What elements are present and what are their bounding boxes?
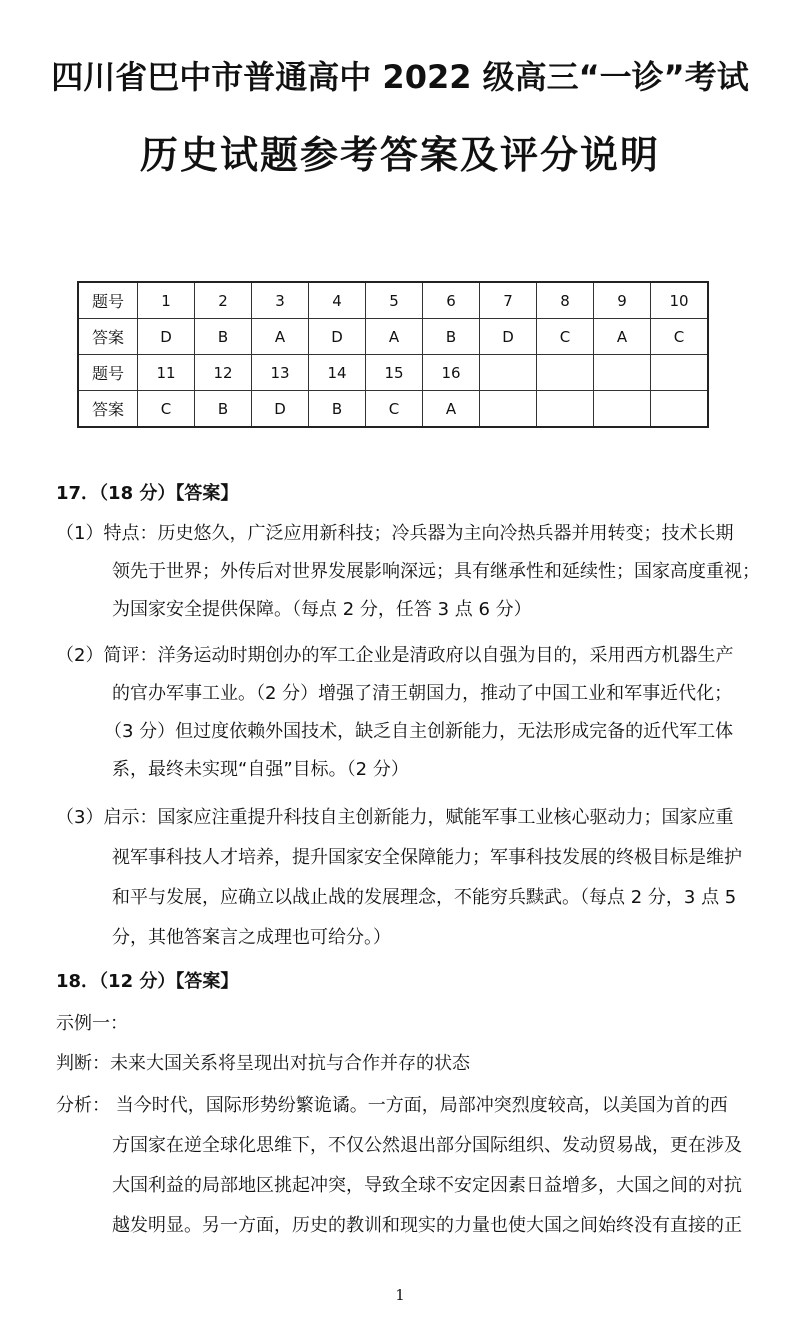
answer-line: 视军事科技人才培养，提升国家安全保障能力；军事科技发展的终极目标是维护 xyxy=(112,847,742,868)
question-number: 11 xyxy=(138,355,195,391)
answer-cell: A xyxy=(252,319,309,355)
analysis-line: 越发明显。另一方面，历史的教训和现实的力量也使大国之间始终没有直接的正 xyxy=(112,1215,742,1236)
question-number: 4 xyxy=(309,282,366,319)
answer-line: （3）启示：国家应注重提升科技自主创新能力，赋能军事工业核心驱动力；国家应重 xyxy=(56,807,734,828)
row-label: 答案 xyxy=(78,319,138,355)
question-number: 9 xyxy=(594,282,651,319)
question-number: 2 xyxy=(195,282,252,319)
answer-line: （1）特点：历史悠久，广泛应用新科技；冷兵器为主向冷热兵器并用转变；技术长期 xyxy=(56,523,734,544)
answer-cell: D xyxy=(138,319,195,355)
example-label: 示例一： xyxy=(56,1013,128,1034)
question-number: 8 xyxy=(537,282,594,319)
analysis-line: 方国家在逆全球化思维下，不仅公然退出部分国际组织、发动贸易战，更在涉及 xyxy=(112,1135,742,1156)
answer-cell: B xyxy=(423,319,480,355)
empty-cell xyxy=(651,391,709,428)
row-label: 答案 xyxy=(78,391,138,428)
question-number: 6 xyxy=(423,282,480,319)
answer-cell: D xyxy=(309,319,366,355)
answer-line: 和平与发展，应确立以战止战的发展理念，不能穷兵黩武。（每点 2 分，3 点 5 xyxy=(112,887,737,908)
question-number: 10 xyxy=(651,282,709,319)
empty-cell xyxy=(537,355,594,391)
answer-cell: A xyxy=(366,319,423,355)
answer-line: 系，最终未实现“自强”目标。（2 分） xyxy=(112,759,409,780)
answer-cell: C xyxy=(537,319,594,355)
answer-line: 领先于世界；外传后对世界发展影响深远；具有继承性和延续性；国家高度重视； xyxy=(112,561,760,582)
q17-header: 17．（18 分）【答案】 xyxy=(56,483,239,504)
answer-table xyxy=(77,281,709,428)
question-number: 14 xyxy=(309,355,366,391)
table-row xyxy=(78,391,708,428)
empty-cell xyxy=(594,391,651,428)
document-title: 历史试题参考答案及评分说明 xyxy=(139,133,660,177)
q18-header: 18．（12 分）【答案】 xyxy=(56,971,239,992)
question-number: 12 xyxy=(195,355,252,391)
answer-cell: D xyxy=(480,319,537,355)
table-row xyxy=(78,355,708,391)
answer-cell: B xyxy=(195,319,252,355)
answer-cell: C xyxy=(138,391,195,428)
answer-line: 分，其他答案言之成理也可给分。） xyxy=(112,927,391,948)
row-label: 题号 xyxy=(78,355,138,391)
answer-line: 为国家安全提供保障。（每点 2 分，任答 3 点 6 分） xyxy=(112,599,532,620)
table-row xyxy=(78,319,708,355)
answer-cell: B xyxy=(195,391,252,428)
empty-cell xyxy=(480,391,537,428)
answer-cell: D xyxy=(252,391,309,428)
exam-title: 四川省巴中市普通高中 2022 级高三“一诊”考试 xyxy=(51,58,749,96)
table-row xyxy=(78,282,708,319)
judgment-line: 判断：未来大国关系将呈现出对抗与合作并存的状态 xyxy=(56,1053,470,1074)
question-number: 7 xyxy=(480,282,537,319)
empty-cell xyxy=(480,355,537,391)
row-label: 题号 xyxy=(78,282,138,319)
answer-line: （2）简评：洋务运动时期创办的军工企业是清政府以自强为目的，采用西方机器生产 xyxy=(56,645,734,666)
question-number: 13 xyxy=(252,355,309,391)
page-number: 1 xyxy=(395,1286,405,1304)
analysis-line: 分析： 当今时代，国际形势纷繁诡谲。一方面，局部冲突烈度较高，以美国为首的西 xyxy=(56,1095,728,1116)
empty-cell xyxy=(594,355,651,391)
analysis-line: 大国利益的局部地区挑起冲突，导致全球不安定因素日益增多，大国之间的对抗 xyxy=(112,1175,742,1196)
question-number: 1 xyxy=(138,282,195,319)
answer-line: （3 分）但过度依赖外国技术，缺乏自主创新能力，无法形成完备的近代军工体 xyxy=(104,721,734,742)
empty-cell xyxy=(651,355,709,391)
answer-cell: C xyxy=(366,391,423,428)
answer-cell: B xyxy=(309,391,366,428)
answer-cell: C xyxy=(651,319,709,355)
answer-cell: A xyxy=(594,319,651,355)
question-number: 3 xyxy=(252,282,309,319)
question-number: 15 xyxy=(366,355,423,391)
question-number: 16 xyxy=(423,355,480,391)
answer-line: 的官办军事工业。（2 分）增强了清王朝国力，推动了中国工业和军事近代化； xyxy=(112,683,733,704)
answer-cell: A xyxy=(423,391,480,428)
question-number: 5 xyxy=(366,282,423,319)
empty-cell xyxy=(537,391,594,428)
